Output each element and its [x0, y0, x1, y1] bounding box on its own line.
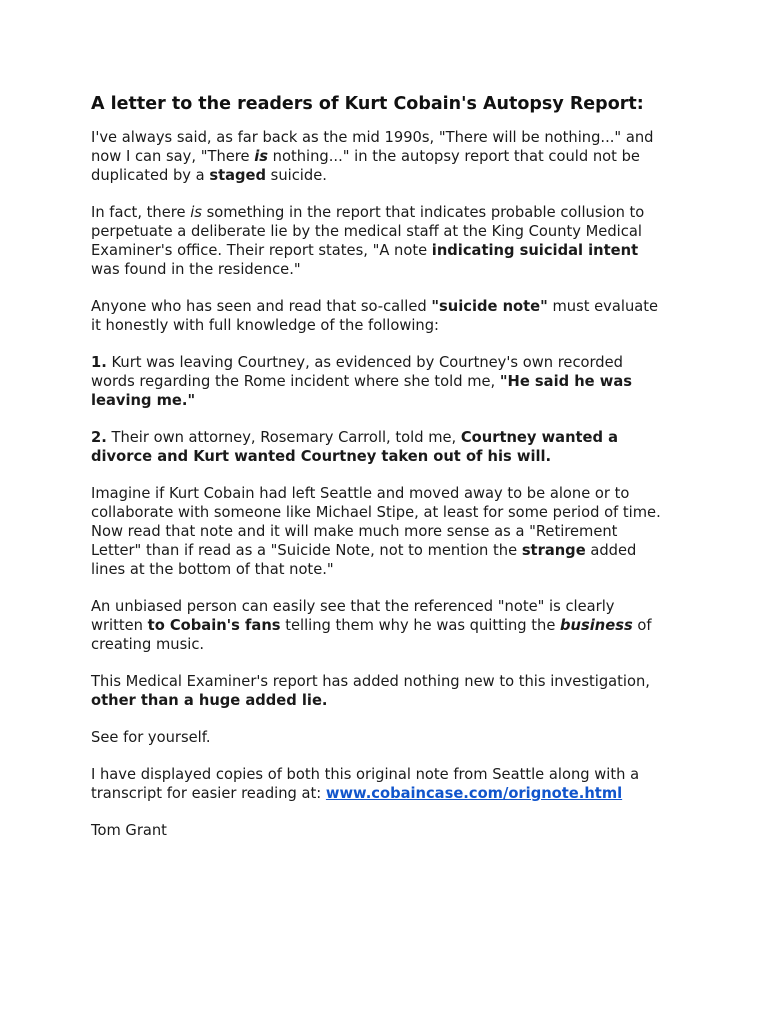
text-line	[91, 147, 691, 166]
text-segment: transcript for easier reading at:	[91, 785, 326, 802]
paragraph-9	[91, 728, 691, 747]
text-line: Now read that note and it will make much more sense as a "Retirement	[91, 523, 618, 540]
paragraph-7	[91, 597, 691, 654]
paragraph-point-1	[91, 353, 691, 410]
emphasis-suicidal-intent: indicating suicidal intent	[431, 242, 639, 259]
text-line	[91, 784, 691, 803]
paragraph-2	[91, 203, 691, 279]
paragraph-point-2	[91, 428, 691, 466]
text-line	[91, 541, 691, 560]
text-segment: Kurt was leaving Courtney, as evidenced by Courtney's own recorded	[106, 354, 623, 371]
orignote-link[interactable]: www.cobaincase.com/orignote.html	[325, 785, 623, 802]
text-line: Imagine if Kurt Cobain had left Seattle and moved away to be alone or to	[91, 485, 630, 502]
text-segment: suicide.	[266, 167, 327, 184]
emphasis-suicide-note: "suicide note"	[431, 298, 548, 315]
emphasis-quote: "He said he was	[499, 373, 632, 390]
text-line	[91, 616, 691, 635]
text-segment: Anyone who has seen and read that so-called	[91, 298, 432, 315]
text-segment: Examiner's office. Their report states, "A note	[91, 242, 432, 259]
text-segment: telling them why he was quitting the	[280, 617, 561, 634]
signature-name: Tom Grant	[91, 822, 167, 839]
emphasis-is: is	[190, 204, 202, 221]
emphasis-quote: leaving me."	[91, 392, 196, 409]
text-line: See for yourself.	[91, 729, 211, 746]
text-segment: words regarding the Rome incident where she told me,	[91, 373, 500, 390]
text-segment: written	[91, 617, 148, 634]
paragraph-3	[91, 297, 691, 335]
text-line	[91, 203, 691, 222]
paragraph-8	[91, 672, 691, 710]
paragraph-10	[91, 765, 691, 803]
letter-title: A letter to the readers of Kurt Cobain's Autopsy Report:	[91, 94, 644, 114]
text-line	[91, 166, 691, 185]
point-number: 2.	[91, 429, 107, 446]
text-line	[91, 353, 691, 372]
text-line: I've always said, as far back as the mid 1990s, "There will be nothing..." and	[91, 129, 654, 146]
text-line: it honestly with full knowledge of the following:	[91, 317, 439, 334]
text-line	[91, 297, 691, 316]
text-segment: nothing..." in the autopsy report that could not be	[268, 148, 640, 165]
text-segment: In fact, there	[91, 204, 191, 221]
text-line: lines at the bottom of that note."	[91, 561, 334, 578]
emphasis-fans: to Cobain's fans	[147, 617, 281, 634]
text-line: I have displayed copies of both this original note from Seattle along with a	[91, 766, 640, 783]
text-line: An unbiased person can easily see that the referenced "note" is clearly	[91, 598, 615, 615]
text-segment: now I can say, "There	[91, 148, 255, 165]
text-segment: duplicated by a	[91, 167, 210, 184]
emphasis-business: business	[560, 617, 633, 634]
emphasis-statement: Courtney wanted a	[460, 429, 619, 446]
emphasis-staged: staged	[209, 167, 267, 184]
text-line: was found in the residence."	[91, 261, 301, 278]
point-number: 1.	[91, 354, 107, 371]
text-line	[91, 241, 691, 260]
text-line: This Medical Examiner's report has added nothing new to this investigation,	[91, 673, 650, 690]
text-line: collaborate with someone like Michael Stipe, at least for some period of time.	[91, 504, 661, 521]
text-line	[91, 428, 691, 447]
text-segment: must evaluate	[547, 298, 659, 315]
text-segment: added	[585, 542, 637, 559]
emphasis-strange: strange	[521, 542, 586, 559]
emphasis-statement: divorce and Kurt wanted Courtney taken out of his will.	[91, 448, 552, 465]
letter-page	[91, 92, 691, 858]
paragraph-6	[91, 484, 691, 579]
emphasis-is: is	[254, 148, 268, 165]
text-line: creating music.	[91, 636, 205, 653]
text-segment: of	[632, 617, 652, 634]
text-line: perpetuate a deliberate lie by the medical staff at the King County Medical	[91, 223, 642, 240]
text-segment: Their own attorney, Rosemary Carroll, told me,	[106, 429, 461, 446]
paragraph-1	[91, 128, 691, 185]
signature	[91, 821, 691, 840]
text-segment: Letter" than if read as a "Suicide Note, not to mention the	[91, 542, 522, 559]
text-line	[91, 372, 691, 391]
text-segment: something in the report that indicates probable collusion to	[201, 204, 645, 221]
emphasis-huge-lie: other than a huge added lie.	[91, 692, 328, 709]
